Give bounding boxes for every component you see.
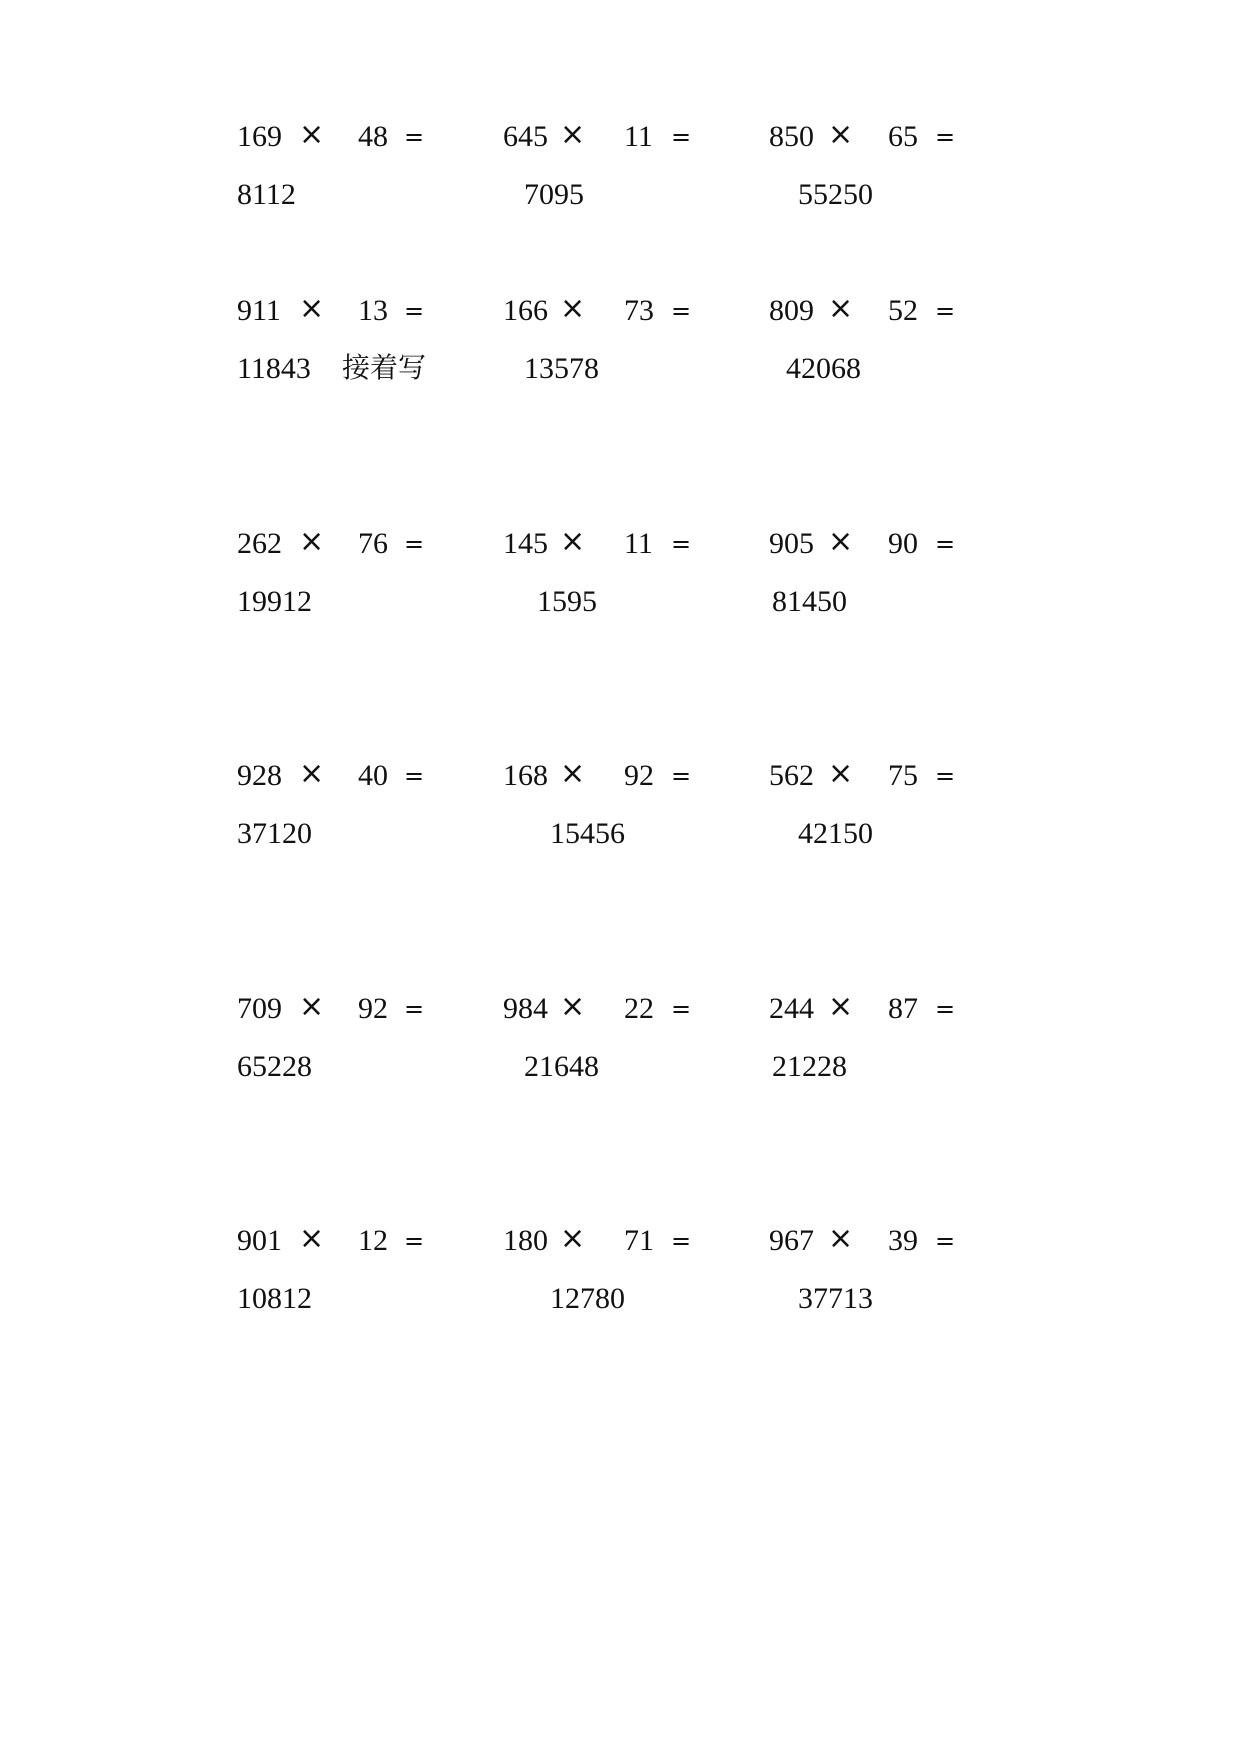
problem-operand-b: 39 [888, 1224, 918, 1257]
equals-sign: = [935, 530, 956, 558]
equals-sign: = [671, 1227, 692, 1255]
equals-sign: = [935, 762, 956, 790]
handwritten-answer: 8112 [237, 178, 296, 211]
times-sign: × [560, 989, 586, 1024]
problem-operand-a: 145 [503, 527, 548, 560]
handwritten-answer: 55250 [798, 178, 873, 211]
handwritten-answer: 81450 [772, 585, 847, 618]
equals-sign: = [404, 297, 425, 325]
equals-sign: = [671, 530, 692, 558]
problem-operand-b: 48 [358, 120, 388, 153]
handwritten-answer: 1595 [537, 585, 597, 618]
problem-operand-a: 168 [503, 759, 548, 792]
handwritten-answer: 37120 [237, 817, 312, 850]
problem-operand-b: 13 [358, 294, 388, 327]
equals-sign: = [404, 1227, 425, 1255]
handwritten-answer: 19912 [237, 585, 312, 618]
equals-sign: = [671, 297, 692, 325]
times-sign: × [828, 117, 854, 152]
times-sign: × [299, 1221, 325, 1256]
problem-operand-a: 244 [769, 992, 814, 1025]
handwritten-answer: 42068 [786, 352, 861, 385]
problem-operand-a: 809 [769, 294, 814, 327]
problem-operand-b: 92 [358, 992, 388, 1025]
equals-sign: = [935, 995, 956, 1023]
handwritten-answer: 21648 [524, 1050, 599, 1083]
times-sign: × [828, 291, 854, 326]
problem-operand-a: 911 [237, 294, 281, 327]
handwritten-note: 接着写 [342, 351, 427, 384]
equals-sign: = [404, 762, 425, 790]
handwritten-answer: 11843 [237, 352, 311, 385]
equals-sign: = [404, 995, 425, 1023]
handwritten-answer: 13578 [524, 352, 599, 385]
problem-operand-b: 90 [888, 527, 918, 560]
problem-operand-a: 901 [237, 1224, 282, 1257]
handwritten-answer: 42150 [798, 817, 873, 850]
equals-sign: = [935, 1227, 956, 1255]
equals-sign: = [671, 995, 692, 1023]
equals-sign: = [671, 123, 692, 151]
handwritten-answer: 15456 [550, 817, 625, 850]
times-sign: × [560, 524, 586, 559]
problem-operand-a: 166 [503, 294, 548, 327]
times-sign: × [299, 524, 325, 559]
problem-operand-a: 905 [769, 527, 814, 560]
times-sign: × [560, 117, 586, 152]
problem-operand-a: 562 [769, 759, 814, 792]
equals-sign: = [404, 530, 425, 558]
times-sign: × [828, 756, 854, 791]
handwritten-answer: 21228 [772, 1050, 847, 1083]
problem-operand-b: 75 [888, 759, 918, 792]
problem-operand-a: 645 [503, 120, 548, 153]
problem-operand-b: 40 [358, 759, 388, 792]
problem-operand-b: 76 [358, 527, 388, 560]
times-sign: × [828, 1221, 854, 1256]
handwritten-answer: 65228 [237, 1050, 312, 1083]
problem-operand-a: 709 [237, 992, 282, 1025]
problem-operand-a: 262 [237, 527, 282, 560]
times-sign: × [299, 756, 325, 791]
times-sign: × [828, 524, 854, 559]
problem-operand-b: 71 [624, 1224, 654, 1257]
problem-operand-a: 169 [237, 120, 282, 153]
times-sign: × [560, 291, 586, 326]
problem-operand-b: 92 [624, 759, 654, 792]
equals-sign: = [935, 297, 956, 325]
problem-operand-b: 22 [624, 992, 654, 1025]
problem-operand-a: 967 [769, 1224, 814, 1257]
problem-operand-a: 180 [503, 1224, 548, 1257]
handwritten-answer: 7095 [524, 178, 584, 211]
problem-operand-a: 984 [503, 992, 548, 1025]
problem-operand-a: 850 [769, 120, 814, 153]
problem-operand-b: 73 [624, 294, 654, 327]
problem-operand-b: 11 [624, 120, 653, 153]
problem-operand-b: 65 [888, 120, 918, 153]
equals-sign: = [671, 762, 692, 790]
equals-sign: = [935, 123, 956, 151]
problem-operand-b: 52 [888, 294, 918, 327]
problem-operand-b: 11 [624, 527, 653, 560]
handwritten-answer: 10812 [237, 1282, 312, 1315]
handwritten-answer: 37713 [798, 1282, 873, 1315]
times-sign: × [560, 1221, 586, 1256]
times-sign: × [560, 756, 586, 791]
times-sign: × [299, 989, 325, 1024]
problem-operand-b: 12 [358, 1224, 388, 1257]
handwritten-answer: 12780 [550, 1282, 625, 1315]
equals-sign: = [404, 123, 425, 151]
times-sign: × [828, 989, 854, 1024]
times-sign: × [299, 291, 325, 326]
problem-operand-a: 928 [237, 759, 282, 792]
problem-operand-b: 87 [888, 992, 918, 1025]
times-sign: × [299, 117, 325, 152]
